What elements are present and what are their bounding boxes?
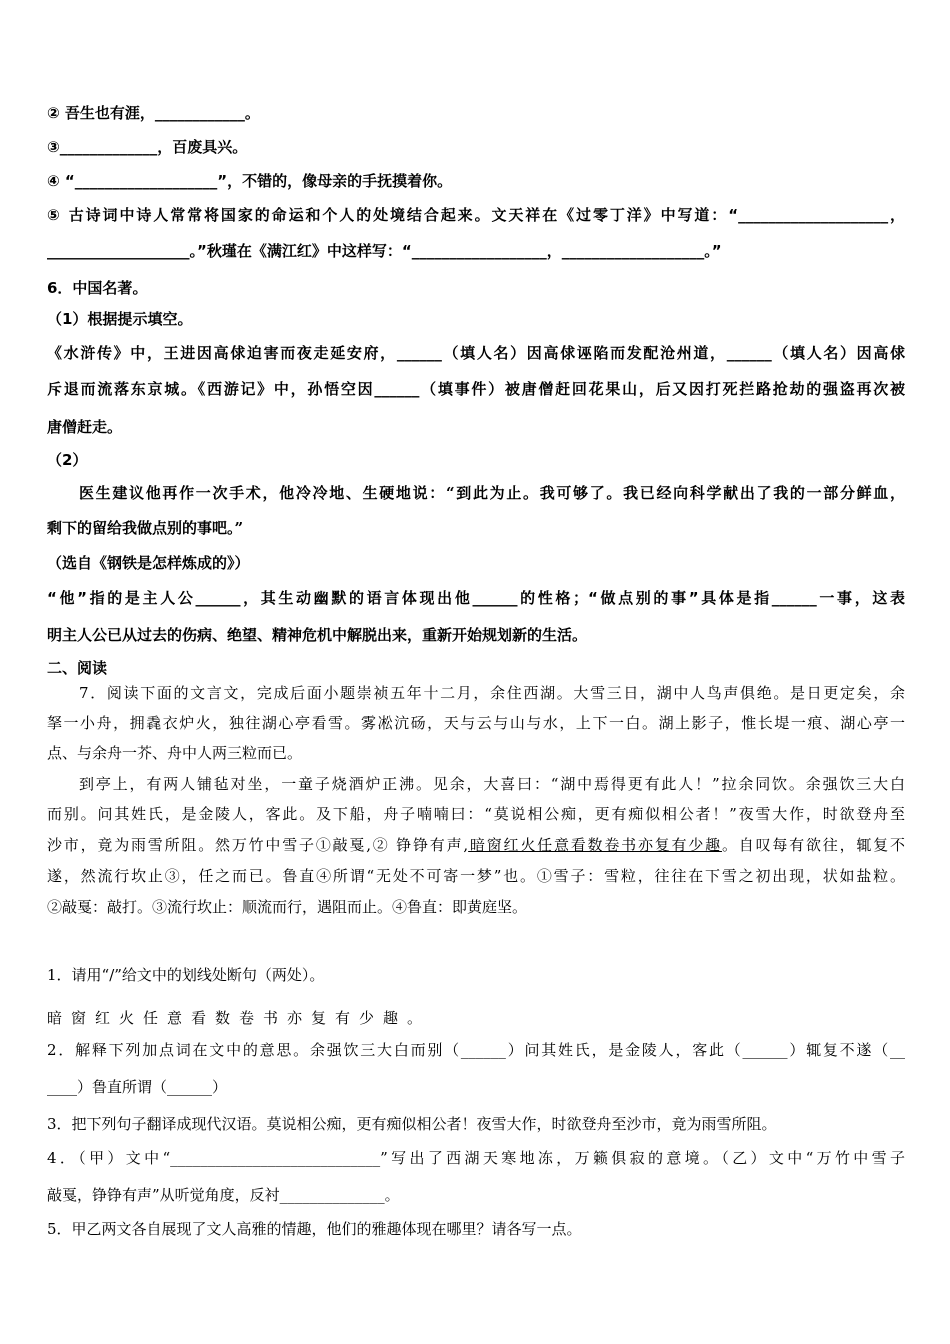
passage-para1-line2: 拏一小舟，拥毳衣炉火，独往湖心亭看雪。雾凇沆砀，天与云与山与水，上下一白。湖上影子，惟长堤一痕、湖心亭一 <box>47 714 905 732</box>
poem-q2: ② 吾生也有涯，____________。 <box>47 104 260 122</box>
q6-p2-line1: “他”指的是主人公______，其生动幽默的语言体现出他______的性格；“做点别的事”具体是指______一事，这表 <box>47 589 905 607</box>
question-1-text: 暗窗红火任意看数卷书亦复有少趣。 <box>47 1009 432 1027</box>
question-1: 1．请用“/”给文中的划线处断句（两处）。 <box>47 966 325 984</box>
passage-para1-line1: 7．阅读下面的文言文，完成后面小题崇祯五年十二月，余住西湖。大雪三日，湖中人鸟声俱绝。是日更定矣，余 <box>79 684 905 702</box>
passage-para2-line1: 到亭上，有两人铺毡对坐，一童子烧酒炉正沸。见余，大喜曰：“湖中焉得更有此人！”拉余同饮。余强饮三大白 <box>79 775 905 793</box>
q6-sub2: （2） <box>47 451 88 469</box>
q6-p1-line1: 《水浒传》中，王进因高俅迫害而夜走延安府，______（填人名）因高俅诬陷而发配沧州道，______（填人名）因高俅 <box>47 344 905 362</box>
text: 。自叹每有欲往，辄复不 <box>721 836 905 854</box>
section-heading-reading: 二、阅读 <box>47 659 108 677</box>
q6-p1-line2: 斥退而流落东京城。《西游记》中，孙悟空因______（填事件）被唐僧赶回花果山，后又因打死拦路抢劫的强盗再次被 <box>47 380 905 398</box>
q6-p1-line3: 唐僧赶走。 <box>47 418 123 436</box>
underlined-sentence: 暗窗红火任意看数卷书亦复有少趣 <box>468 836 722 854</box>
question-2-line1: 2．解释下列加点词在文中的意思。余强饮三大白而别（______）问其姓氏，是金陵人，客此（______）辄复不遂（__ <box>47 1041 905 1059</box>
question-4-line2: 敲戛，铮铮有声”从听觉角度，反衬______________。 <box>47 1186 400 1204</box>
question-2-line2: ____）鲁直所谓（______） <box>47 1078 228 1096</box>
q6-quote-line2: 剩下的留给我做点别的事吧。” <box>47 519 244 537</box>
poem-q5-line2: ___________________。”秋瑾在《满江红》中这样写：“__________________，___________________。” <box>47 242 722 260</box>
question-3: 3．把下列句子翻译成现代汉语。莫说相公痴，更有痴似相公者！夜雪大作，时欲登舟至沙市，竟为雨雪所阻。 <box>47 1115 777 1133</box>
passage-para2-line4: 遂，然流行坎止③，任之而已。鲁直④所谓“无处不可寄一梦”也。①雪子：雪粒，往往在下雪之初出现，状如盐粒。 <box>47 867 905 885</box>
q6-source: （选自《钢铁是怎样炼成的》） <box>47 554 250 572</box>
passage-para1-line3: 点、与余舟一芥、舟中人两三粒而已。 <box>47 744 303 762</box>
passage-para2-line2: 而别。问其姓氏，是金陵人，客此。及下船，舟子喃喃曰：“莫说相公痴，更有痴似相公者！”夜雪大作，时欲登舟至 <box>47 805 905 823</box>
text: 沙市，竟为雨雪所阻。然万竹中雪子①敲戛,② 铮铮有声, <box>47 836 469 854</box>
question-4-line1: 4．（甲）文中“____________________________”写出了西湖天寒地冻，万籁俱寂的意境。（乙）文中“万竹中雪子 <box>47 1149 905 1167</box>
question-5: 5．甲乙两文各自展现了文人高雅的情趣，他们的雅趣体现在哪里？请各写一点。 <box>47 1220 582 1238</box>
passage-notes: ②敲戛：敲打。③流行坎止：顺流而行，遇阻而止。④鲁直：即黄庭坚。 <box>47 898 528 916</box>
q6-title: 6．中国名著。 <box>47 279 148 297</box>
passage-para2-line3 <box>47 835 905 855</box>
q6-sub1: （1）根据提示填空。 <box>47 310 193 328</box>
poem-q4: ④ “___________________”，不错的，像母亲的手抚摸着你。 <box>47 172 453 190</box>
q6-quote-line1: 医生建议他再作一次手术，他冷冷地、生硬地说：“到此为止。我可够了。我已经向科学献出了我的一部分鲜血， <box>79 484 905 502</box>
poem-q5-line1: ⑤ 古诗词中诗人常常将国家的命运和个人的处境结合起来。文天祥在《过零丁洋》中写道：“____________________， <box>47 206 905 224</box>
poem-q3: ③_____________，百废具兴。 <box>47 138 248 156</box>
q6-p2-line2: 明主人公已从过去的伤病、绝望、精神危机中解脱出来，重新开始规划新的生活。 <box>47 626 588 644</box>
